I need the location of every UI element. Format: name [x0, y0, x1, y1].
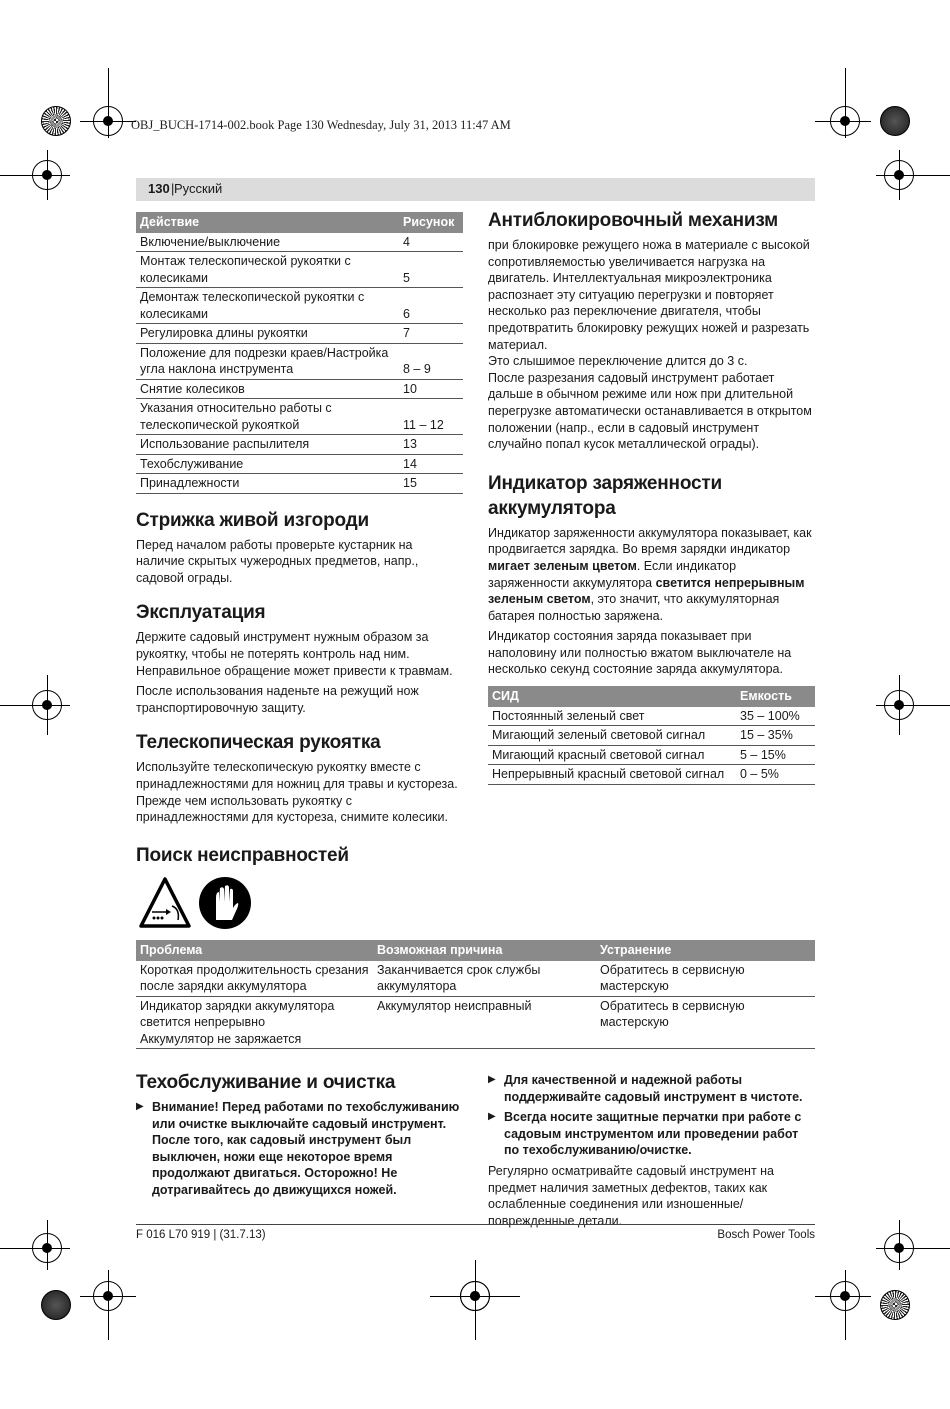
actions-row: [136, 324, 463, 344]
trouble-problem-cell: [136, 996, 373, 1049]
antiblock-p1: при блокировке режущего ножа в материале с высокой сопротивляемостью увеличивается нагрузка на двигатель. Интеллектуальная микроэлектроника распознает эту ситуацию перегрузки и повторяет несколько раз переключение двигателя, чтобы предотвратить блокировку режущих ножей и разрезать материал.: [488, 238, 810, 352]
led-row-cell: Непрерывный красный световой сигнал: [488, 765, 736, 785]
print-slug: OBJ_BUCH-1714-002.book Page 130 Wednesday, July 31, 2013 11:47 AM: [131, 118, 511, 132]
led-row-cell: Постоянный зеленый свет: [488, 707, 736, 726]
footer-brand: Bosch Power Tools: [717, 1229, 815, 1241]
trouble-title: Поиск неисправностей: [136, 845, 349, 866]
actions-row-cell: 7: [399, 324, 463, 344]
charge-p1-c: . Если индикатор заряженности аккумулятора: [488, 558, 737, 590]
telescopic-title: Телескопическая рукоятка: [136, 732, 381, 754]
actions-row: [136, 288, 463, 324]
antiblock-title: Антиблокировочный механизм: [488, 210, 779, 231]
charge-p2: Индикатор состояния заряда показывает при наполовину или полностью вжатом выключателе на несколько секунд состояние заряда аккумулятора.: [488, 629, 792, 677]
maintenance-text: Регулярно осматривайте садовый инструмент на предмет наличия заметных дефектов, таких как ослабленные соединения или изношенные/поврежденные детали.: [488, 1163, 775, 1228]
actions-row: [136, 435, 463, 455]
registration-star-mark: [880, 1290, 910, 1320]
operation-p1: Держите садовый инструмент нужным образом за рукоятку, чтобы не потерять контроль над ним. Неправильное обращение может привести к травмам.: [136, 630, 453, 678]
actions-row-cell: Снятие колесиков: [136, 379, 399, 399]
page-footer: [136, 1224, 815, 1241]
led-row-cell: 5 – 15%: [736, 745, 815, 765]
hedge-title: Стрижка живой изгороди: [136, 509, 369, 531]
trouble-cause-cell: Аккумулятор неисправный: [373, 996, 596, 1049]
operation-p2: После использования наденьте на режущий нож транспортировочную защиту.: [136, 684, 419, 715]
registration-dot-mark: [41, 1290, 71, 1320]
led-header-led: СИД: [488, 686, 736, 707]
trouble-table: [136, 940, 815, 1049]
page-number: 130: [148, 181, 170, 196]
actions-row-cell: Указания относительно работы с телескопической рукояткой: [136, 399, 399, 435]
telescopic-text: Используйте телескопическую рукоятку вместе с принадлежностями для ножниц для травы и кустореза. Прежде чем использовать рукоятку с принадлежностями для кустореза, снимите колесики.: [136, 760, 458, 825]
hedge-text: Перед началом работы проверьте кустарник на наличие скрытых чужеродных предметов, напр., садовой ограды.: [136, 537, 419, 585]
actions-row-cell: 14: [399, 454, 463, 474]
actions-row-cell: 6: [399, 288, 463, 324]
page-header: [136, 178, 815, 201]
actions-row-cell: 5: [399, 252, 463, 288]
maintenance-bullet-gloves: ▶ Всегда носите защитные перчатки при работе с садовым инструментом или проведении работ по техобслуживанию/очистке.: [488, 1109, 815, 1159]
actions-row-cell: Монтаж телескопической рукоятки с колесиками: [136, 252, 399, 288]
charge-p1: [488, 525, 815, 625]
led-row: [488, 707, 815, 726]
led-row: [488, 726, 815, 746]
charge-p1-bold2: светится непрерывным зеленым светом: [488, 575, 805, 607]
trouble-problem-cell: [136, 961, 373, 997]
maintenance-left: [136, 1070, 463, 1199]
actions-row-cell: Принадлежности: [136, 474, 399, 494]
actions-row-cell: 4: [399, 233, 463, 252]
operation-title: Эксплуатация: [136, 602, 266, 624]
actions-row-cell: Включение/выключение: [136, 233, 399, 252]
led-row: [488, 765, 815, 785]
charge-p1-bold1: мигает зеленым цветом: [488, 558, 637, 573]
trouble-header-fix: Устранение: [596, 940, 815, 961]
actions-row: [136, 399, 463, 435]
trouble-row: [136, 961, 815, 997]
trouble-header-cause: Возможная причина: [373, 940, 596, 961]
trouble-row: [136, 996, 815, 1049]
led-row-cell: Мигающий красный световой сигнал: [488, 745, 736, 765]
footer-doc-code: F 016 L70 919 | (31.7.13): [136, 1229, 266, 1241]
charge-p1-e: , это значит, что аккумуляторная батарея полностью заряжена.: [488, 592, 780, 623]
left-column: [136, 212, 463, 826]
header-separator: |: [171, 181, 175, 196]
actions-header-figure: Рисунок: [399, 212, 463, 233]
trouble-problem-line: Короткая продолжительность срезания после зарядки аккумулятора: [140, 962, 369, 994]
led-row-cell: 0 – 5%: [736, 765, 815, 785]
antiblock-p3: После разрезания садовый инструмент работает дальше в обычном режиме или нож при длительной перегрузке автоматически останавливается в открытом положении (напр., если в садовый инструмент случайно попал кусок металлической ограды).: [488, 370, 812, 452]
trouble-problem-line: Аккумулятор не заряжается: [140, 1031, 302, 1046]
actions-row-cell: 13: [399, 435, 463, 455]
led-table: [488, 686, 815, 785]
actions-row: [136, 233, 463, 252]
actions-row-cell: 15: [399, 474, 463, 494]
right-column: [488, 208, 815, 785]
trouble-problem-line: Индикатор зарядки аккумулятора светится непрерывно: [140, 998, 335, 1030]
actions-row-cell: Демонтаж телескопической рукоятки с колесиками: [136, 288, 399, 324]
troubleshooting-section: [136, 843, 815, 1049]
led-row-cell: 35 – 100%: [736, 707, 815, 726]
actions-row: [136, 474, 463, 494]
led-row-cell: 15 – 35%: [736, 726, 815, 746]
actions-row-cell: Регулировка длины рукоятки: [136, 324, 399, 344]
actions-row: [136, 343, 463, 379]
actions-header-action: Действие: [136, 212, 399, 233]
actions-row-cell: 11 – 12: [399, 399, 463, 435]
maintenance-bullet-clean: ▶ Для качественной и надежной работы поддерживайте садовый инструмент в чистоте.: [488, 1072, 815, 1105]
trouble-header-problem: Проблема: [136, 940, 373, 961]
antiblock-p2: Это слышимое переключение длится до 3 с.: [488, 354, 748, 369]
actions-row-cell: Положение для подрезки краев/Настройка угла наклона инструмента: [136, 343, 399, 379]
led-header-capacity: Емкость: [736, 686, 815, 707]
actions-row-cell: Использование распылителя: [136, 435, 399, 455]
trouble-fix-cell: Обратитесь в сервисную мастерскую: [596, 961, 815, 997]
actions-row-cell: 8 – 9: [399, 343, 463, 379]
charge-title-line2: аккумулятора: [488, 497, 616, 519]
header-language: Русский: [174, 181, 223, 196]
led-row-cell: Мигающий зеленый световой сигнал: [488, 726, 736, 746]
registration-star-mark: [41, 106, 71, 136]
actions-row: [136, 379, 463, 399]
actions-row-cell: 10: [399, 379, 463, 399]
maintenance-right: [488, 1072, 815, 1229]
registration-dot-mark: [880, 106, 910, 136]
actions-row: [136, 454, 463, 474]
led-row: [488, 745, 815, 765]
actions-table: [136, 212, 463, 494]
gloves-icon: [198, 876, 252, 930]
trouble-cause-cell: Заканчивается срок службы аккумулятора: [373, 961, 596, 997]
maintenance-title: Техобслуживание и очистка: [136, 1072, 396, 1093]
warning-triangle-icon: [138, 876, 192, 930]
maintenance-bullet-warning: ▶ Внимание! Перед работами по техобслуживанию или очистке выключайте садовый инструмент. После того, как садовый инструмент был выключен, ножи еще некоторое время продолжают двигаться. Осторожно! Не дотрагивайтесь до движущихся ножей.: [136, 1099, 463, 1199]
crosshair-mark: [460, 1281, 490, 1311]
charge-title-line1: Индикатор заряженности: [488, 472, 722, 494]
actions-row-cell: Техобслуживание: [136, 454, 399, 474]
actions-row: [136, 252, 463, 288]
trouble-fix-cell: Обратитесь в сервисную мастерскую: [596, 996, 815, 1049]
charge-p1-a: Индикатор заряженности аккумулятора показывает, как продвигается зарядка. Во время зарядки индикатор: [488, 525, 812, 557]
